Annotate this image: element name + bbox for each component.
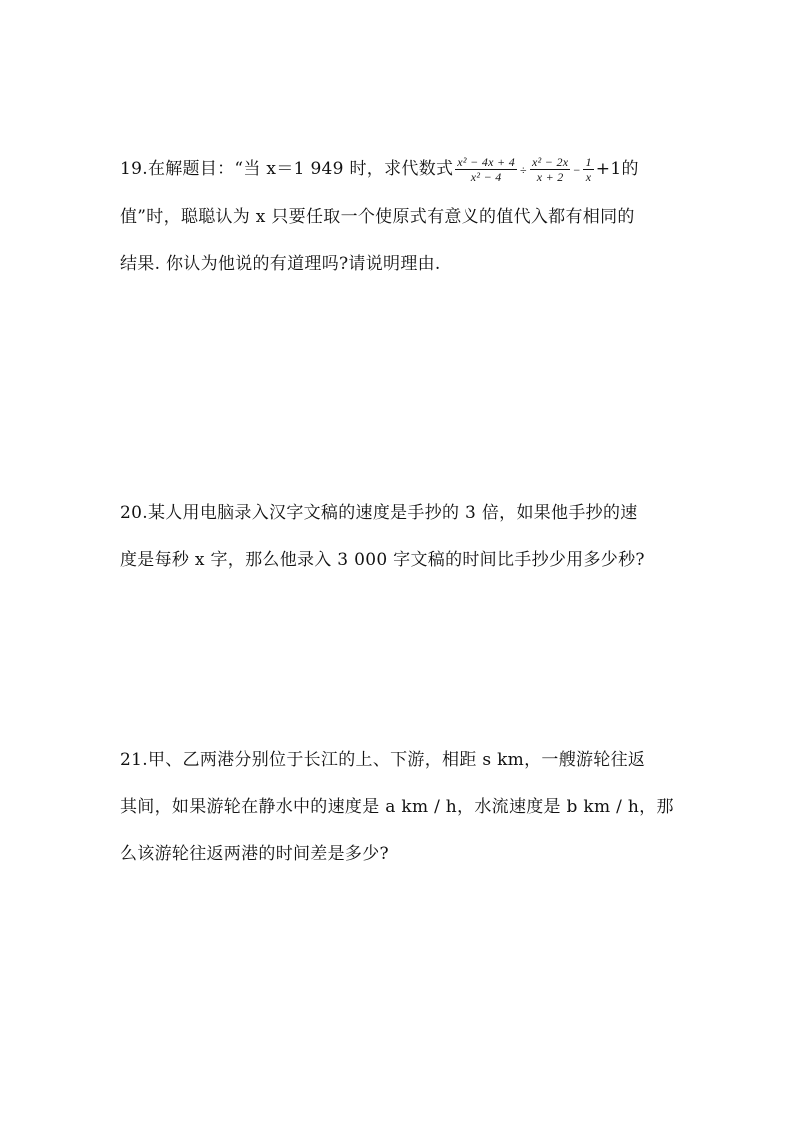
fraction-denominator: x² − 4: [470, 170, 502, 184]
fraction: [455, 155, 517, 184]
fraction: [530, 155, 570, 184]
question-21-line-2: 其间，如果游轮在静水中的速度是 a km / h，水流速度是 b km / h，那: [120, 797, 674, 817]
divide-operator: ÷: [520, 163, 527, 177]
fraction: [583, 155, 593, 184]
fraction-denominator: x: [585, 170, 592, 184]
minus-operator: −: [573, 163, 581, 177]
fraction-denominator: x + 2: [536, 170, 564, 184]
question-19: [120, 146, 680, 288]
question-19-line-2: 值”时，聪聪认为 x 只要任取一个使原式有意义的值代入都有相同的: [120, 207, 635, 227]
question-text: 甲、乙两港分别位于长江的上、下游，相距 s km，一艘游轮往返: [147, 750, 646, 770]
question-21-line-3: 么该游轮往返两港的时间差是多少?: [120, 844, 389, 864]
question-number: 19.: [120, 159, 148, 179]
question-19-line-1: [120, 146, 680, 194]
fraction-numerator: x² − 2x: [531, 155, 569, 169]
question-19-line-3: 结果. 你认为他说的有道理吗?请说明理由.: [120, 254, 441, 274]
question-text: 在解题目：“当 x＝1 949 时，求代数式: [147, 159, 454, 179]
question-20-line-2: 度是每秒 x 字，那么他录入 3 000 字文稿的时间比手抄少用多少秒?: [120, 550, 645, 570]
question-21-line-1: [120, 737, 680, 784]
question-text: 某人用电脑录入汉字文稿的速度是手抄的 3 倍，如果他手抄的速: [147, 503, 638, 523]
question-21: [120, 737, 680, 878]
question-20: [120, 490, 680, 584]
question-number: 20.: [120, 503, 148, 523]
question-text: +1的: [595, 159, 639, 179]
fraction-numerator: x² − 4x + 4: [457, 155, 516, 169]
question-number: 21.: [120, 750, 148, 770]
fraction-numerator: 1: [585, 155, 592, 169]
question-20-line-1: [120, 490, 680, 537]
